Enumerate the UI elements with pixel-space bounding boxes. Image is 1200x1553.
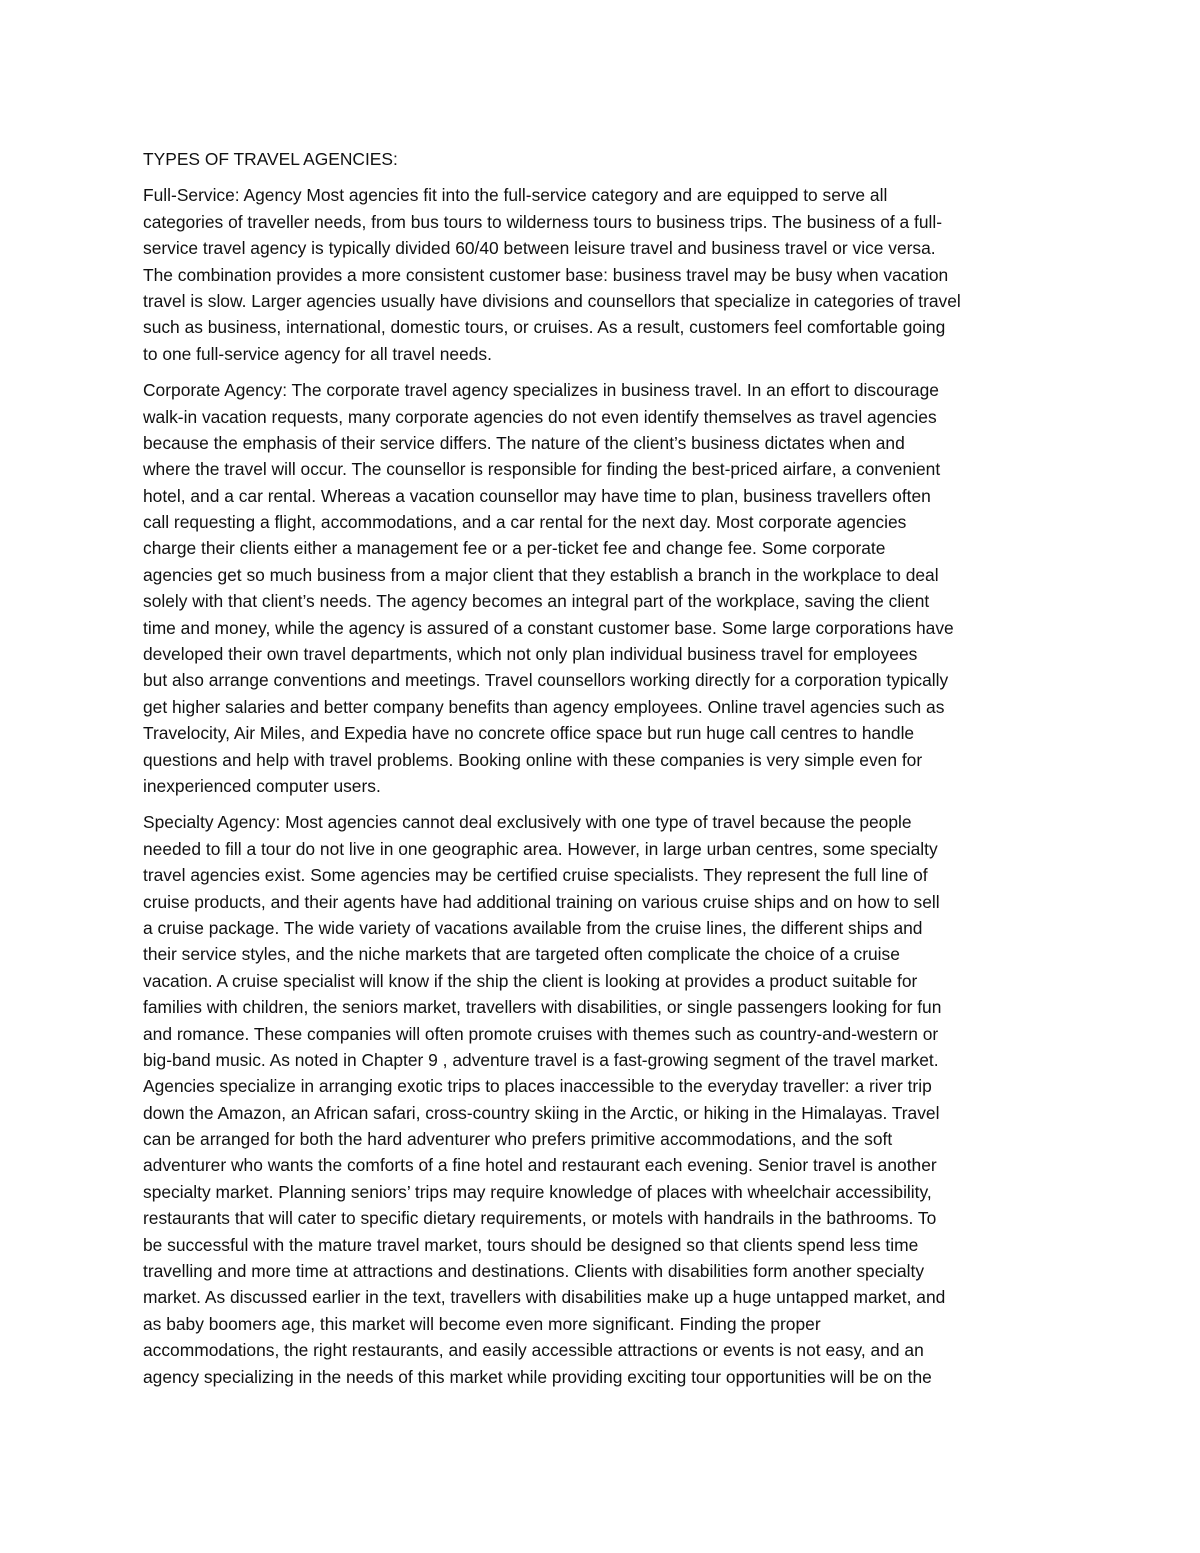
paragraph-line: adventurer who wants the comforts of a fine hotel and restaurant each evening. Senior travel is another xyxy=(143,1155,937,1176)
paragraph-line: but also arrange conventions and meetings. Travel counsellors working directly for a corporation typically xyxy=(143,670,949,691)
paragraph-line: a cruise package. The wide variety of vacations available from the cruise lines, the different ships and xyxy=(143,917,923,938)
paragraph-line: charge their clients either a management fee or a per-ticket fee and change fee. Some corporate xyxy=(143,538,886,559)
paragraph-line: and romance. These companies will often promote cruises with themes such as country-and-western or xyxy=(143,1023,939,1044)
paragraph-line: accommodations, the right restaurants, and easily accessible attractions or events is not easy, and an xyxy=(143,1340,924,1361)
paragraph-line: specialty market. Planning seniors’ trips may require knowledge of places with wheelchair accessibility, xyxy=(143,1181,932,1202)
paragraph-line: such as business, international, domestic tours, or cruises. As a result, customers feel comfortable going xyxy=(143,317,946,338)
paragraph-line: as baby boomers age, this market will become even more significant. Finding the proper xyxy=(143,1313,821,1334)
paragraph-line: needed to fill a tour do not live in one geographic area. However, in large urban centres, some specialty xyxy=(143,838,938,859)
paragraph-line: developed their own travel departments, which not only plan individual business travel for employees xyxy=(143,644,918,665)
document-title: TYPES OF TRAVEL AGENCIES: xyxy=(143,149,398,169)
paragraph-line: get higher salaries and better company benefits than agency employees. Online travel agencies such as xyxy=(143,696,945,717)
paragraph-line: restaurants that will cater to specific dietary requirements, or motels with handrails in the bathrooms. To xyxy=(143,1208,937,1229)
paragraph-line: be successful with the mature travel market, tours should be designed so that clients spend less time xyxy=(143,1234,919,1255)
paragraph-line: walk-in vacation requests, many corporate agencies do not even identify themselves as travel agencies xyxy=(143,406,937,427)
paragraph-line: travelling and more time at attractions and destinations. Clients with disabilities form another specialty xyxy=(143,1261,925,1282)
paragraph-line: cruise products, and their agents have had additional training on various cruise ships and on how to sell xyxy=(143,891,940,912)
paragraph-line: travel agencies exist. Some agencies may be certified cruise specialists. They represent the full line of xyxy=(143,865,928,886)
paragraph-line: categories of traveller needs, from bus tours to wilderness tours to business trips. The business of a full- xyxy=(143,211,943,232)
paragraph-line: service travel agency is typically divided 60/40 between leisure travel and business travel or vice versa. xyxy=(143,238,936,259)
paragraph-line: travel is slow. Larger agencies usually have divisions and counsellors that specialize in categories of travel xyxy=(143,290,961,311)
paragraph-line: The combination provides a more consistent customer base: business travel may be busy when vacation xyxy=(143,264,949,285)
paragraph-line: time and money, while the agency is assured of a constant customer base. Some large corporations have xyxy=(143,617,954,638)
paragraph-line: where the travel will occur. The counsellor is responsible for finding the best-priced airfare, a convenient xyxy=(143,459,941,480)
paragraph-line: inexperienced computer users. xyxy=(143,775,381,796)
paragraph-line: Full-Service: Agency Most agencies fit into the full-service category and are equipped to serve all xyxy=(143,185,888,206)
paragraph-line: big-band music. As noted in Chapter 9 , adventure travel is a fast-growing segment of the travel market. xyxy=(143,1049,939,1070)
paragraph-line: solely with that client’s needs. The agency becomes an integral part of the workplace, saving the client xyxy=(143,591,930,612)
paragraph-line: because the emphasis of their service differs. The nature of the client’s business dictates when and xyxy=(143,432,905,453)
paragraph-line: hotel, and a car rental. Whereas a vacation counsellor may have time to plan, business travellers often xyxy=(143,485,931,506)
paragraph-line: vacation. A cruise specialist will know if the ship the client is looking at provides a product suitable for xyxy=(143,970,918,991)
paragraph-line: questions and help with travel problems. Booking online with these companies is very simple even for xyxy=(143,749,923,770)
paragraph-line: can be arranged for both the hard adventurer who prefers primitive accommodations, and the soft xyxy=(143,1129,893,1150)
paragraph-line: Agencies specialize in arranging exotic trips to places inaccessible to the everyday traveller: a river trip xyxy=(143,1076,932,1097)
paragraph-line: Travelocity, Air Miles, and Expedia have no concrete office space but run huge call centres to handle xyxy=(143,723,915,744)
paragraph-corporate-agency xyxy=(143,377,1061,799)
document-page xyxy=(143,146,1061,1400)
paragraph-line: down the Amazon, an African safari, cross-country skiing in the Arctic, or hiking in the Himalayas. Travel xyxy=(143,1102,940,1123)
paragraph-line: Corporate Agency: The corporate travel agency specializes in business travel. In an effort to discourage xyxy=(143,380,939,401)
paragraph-line: agencies get so much business from a major client that they establish a branch in the workplace to deal xyxy=(143,564,939,585)
paragraph-line: Specialty Agency: Most agencies cannot deal exclusively with one type of travel because the people xyxy=(143,812,912,833)
paragraph-specialty-agency xyxy=(143,809,1061,1390)
paragraph-line: agency specializing in the needs of this market while providing exciting tour opportunities will be on the xyxy=(143,1366,932,1387)
paragraph-line: their service styles, and the niche markets that are targeted often complicate the choice of a cruise xyxy=(143,944,900,965)
paragraph-full-service xyxy=(143,182,1061,367)
paragraph-line: families with children, the seniors market, travellers with disabilities, or single passengers looking for fun xyxy=(143,997,942,1018)
paragraph-line: to one full-service agency for all travel needs. xyxy=(143,343,492,364)
paragraph-line: market. As discussed earlier in the text, travellers with disabilities make up a huge untapped market, and xyxy=(143,1287,946,1308)
paragraph-line: call requesting a flight, accommodations, and a car rental for the next day. Most corporate agencies xyxy=(143,512,907,533)
